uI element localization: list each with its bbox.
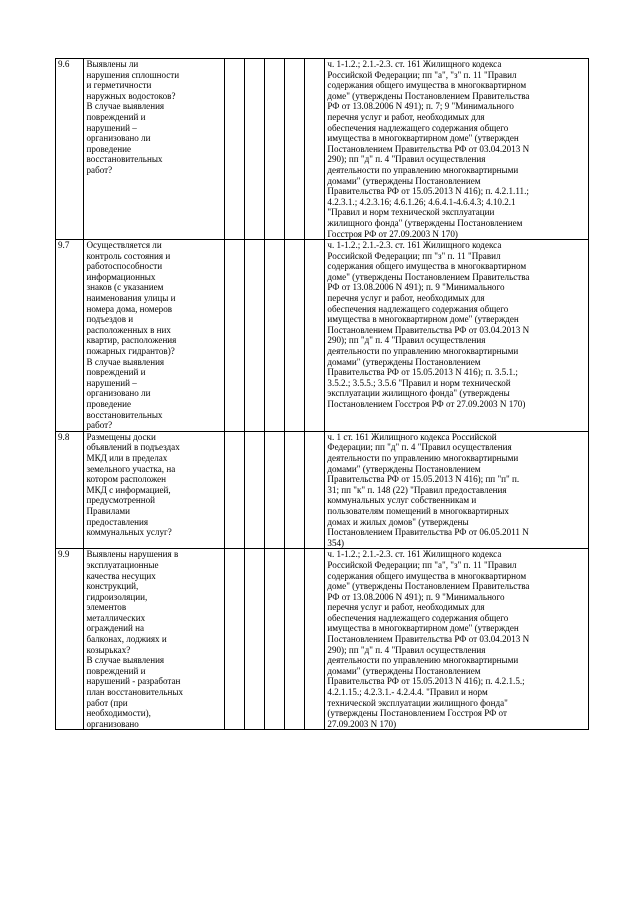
question-line: подъездов и	[86, 314, 134, 325]
question-line: наружных водостоков?	[86, 90, 176, 101]
checklist-table	[55, 58, 589, 730]
legal-reference-line: перечня услуг и работ, необходимых для	[327, 293, 485, 304]
legal-reference-line: Российской Федерации; пп "а", "з" п. 11 "Правил	[327, 69, 517, 80]
question-line: нарушений –	[86, 122, 137, 133]
question-line: повреждений и	[86, 111, 146, 122]
legal-reference-line: домами" (утверждены Постановлением	[327, 356, 481, 367]
item-number: 9.7	[56, 240, 84, 432]
answer-cell	[224, 59, 244, 240]
legal-reference-line: домах и жилых домов" (утверждены	[327, 516, 469, 527]
legal-reference-line: доме" (утверждены Постановлением Правительства	[327, 90, 530, 101]
question-line: объявлений в подъездах	[86, 442, 180, 453]
legal-reference-line: 4.2.3.1.; 4.2.3.16; 4.6.1.26; 4.6.4.1-4.6.4.3; 4.10.2.1	[327, 196, 516, 207]
checklist-rows	[56, 59, 589, 730]
legal-reference-line: содержания общего имущества в многоквартирном	[327, 80, 527, 91]
legal-reference-line: ч. 1-1.2.; 2.1.-2.3. ст. 161 Жилищного кодекса	[327, 240, 502, 251]
legal-reference-line: Постановлением Правительства РФ от 06.05.2011 N	[327, 527, 529, 538]
answer-cell	[244, 431, 264, 549]
legal-reference-line: Российской Федерации; пп "з" п. 11 "Правил	[327, 250, 501, 261]
question-line: нарушений –	[86, 377, 137, 388]
checklist-question	[84, 431, 224, 549]
question-line: нарушений - разработан	[86, 676, 181, 687]
legal-reference-line: Федерации; пп "д" п. 4 "Правил осуществления	[327, 442, 512, 453]
legal-reference-line: перечня услуг и работ, необходимых для	[327, 602, 485, 613]
legal-reference-line: Постановлением Правительства РФ от 03.04.2013 N	[327, 143, 530, 154]
legal-reference-line: обеспечения надлежащего содержания общего	[327, 122, 509, 133]
question-line: В случае выявления	[86, 101, 165, 112]
legal-reference-line: эксплуатации жилищного фонда" (утверждены	[327, 388, 510, 399]
question-line: балконах, лоджиях и	[86, 634, 167, 645]
question-line: козырьках?	[86, 644, 131, 655]
checklist-question	[84, 240, 224, 432]
question-line: металлических	[86, 612, 146, 623]
answer-cell	[264, 59, 284, 240]
legal-reference-line: Российской Федерации; пп "а", "з" п. 11 "Правил	[327, 559, 517, 570]
question-line: Осуществляется ли	[86, 240, 162, 251]
question-line: эксплуатационные	[86, 559, 159, 570]
question-line: организовано ли	[86, 133, 151, 144]
question-line: работ (при	[86, 697, 128, 708]
question-line: восстановительных	[86, 154, 163, 165]
legal-reference-line: Постановлением Правительства РФ от 03.04.2013 N	[327, 324, 530, 335]
table-row	[56, 549, 589, 730]
legal-reference-line: коммунальных услуг собственникам и	[327, 495, 477, 506]
answer-cell	[305, 59, 325, 240]
answer-cell	[264, 240, 284, 432]
legal-reference-line: РФ от 13.08.2006 N 491); п. 7; 9 "Минимального	[327, 101, 514, 112]
question-line: Выявлены ли	[86, 59, 139, 69]
answer-cell	[305, 431, 325, 549]
legal-reference-line: содержания общего имущества в многоквартирном	[327, 570, 527, 581]
answer-cell	[224, 431, 244, 549]
question-line: план восстановительных	[86, 687, 184, 698]
legal-reference	[325, 59, 589, 240]
question-line: восстановительных	[86, 409, 163, 420]
question-line: работоспособности	[86, 261, 163, 272]
question-line: повреждений и	[86, 665, 146, 676]
question-line: информационных	[86, 271, 156, 282]
legal-reference-line: перечня услуг и работ, необходимых для	[327, 111, 485, 122]
question-line: повреждений и	[86, 367, 146, 378]
answer-cell	[285, 431, 305, 549]
legal-reference-line: 290); пп "д" п. 4 "Правил осуществления	[327, 644, 486, 655]
legal-reference-line: Правительства РФ от 15.05.2013 N 416); п. 4.2.1.5.;	[327, 676, 525, 687]
answer-cell	[224, 240, 244, 432]
legal-reference-line: Правительства РФ от 15.05.2013 N 416); п. 3.5.1.;	[327, 367, 518, 378]
question-line: нарушения сплошности	[86, 69, 180, 80]
legal-reference-line: РФ от 13.08.2006 N 491); п. 9 "Минимального	[327, 282, 505, 293]
question-line: Правилами	[86, 505, 130, 516]
table-row	[56, 240, 589, 432]
question-line: В случае выявления	[86, 356, 165, 367]
legal-reference-line: 290); пп "д" п. 4 "Правил осуществления	[327, 335, 486, 346]
legal-reference-line: обеспечения надлежащего содержания общего	[327, 612, 509, 623]
question-line: Выявлены нарушения в	[86, 549, 179, 560]
legal-reference-line: имущества в многоквартирном доме" (утвержден	[327, 623, 519, 634]
question-line: квартир, расположения	[86, 335, 177, 346]
answer-cell	[285, 240, 305, 432]
legal-reference-line: деятельности по управлению многоквартирными	[327, 452, 519, 463]
legal-reference-line: ч. 1-1.2.; 2.1.-2.3. ст. 161 Жилищного кодекса	[327, 549, 502, 560]
question-line: номера дома, номеров	[86, 303, 173, 314]
legal-reference-line: имущества в многоквартирном доме" (утвержден	[327, 314, 519, 325]
question-line: пожарных гидрантов)?	[86, 346, 175, 357]
legal-reference-line: домами" (утверждены Постановлением	[327, 175, 481, 186]
answer-cell	[305, 549, 325, 730]
answer-cell	[244, 549, 264, 730]
question-line: проведение	[86, 143, 132, 154]
legal-reference-line: 4.2.1.15.; 4.2.3.1.- 4.2.4.4. "Правил и норм	[327, 687, 488, 698]
question-line: работ?	[86, 420, 113, 431]
question-line: Размещены доски	[86, 431, 156, 442]
legal-reference-line: 31; пп "к" п. 148 (22) "Правил предоставления	[327, 484, 507, 495]
question-line: гидроизоляции,	[86, 591, 148, 602]
item-number: 9.6	[56, 59, 84, 240]
legal-reference-line: имущества в многоквартирном доме" (утвержден	[327, 133, 519, 144]
question-line: МКД или в пределах	[86, 452, 168, 463]
document-page	[55, 58, 589, 730]
legal-reference-line: Правительства РФ от 15.05.2013 N 416); п. 4.2.1.11.;	[327, 186, 529, 197]
legal-reference-line: технической эксплуатации жилищного фонда"	[327, 697, 508, 708]
question-line: организовано	[86, 718, 139, 729]
table-row	[56, 431, 589, 549]
legal-reference-line: 27.09.2003 N 170)	[327, 718, 397, 729]
question-line: необходимости),	[86, 708, 151, 719]
checklist-question	[84, 59, 224, 240]
question-line: предоставления	[86, 516, 149, 527]
legal-reference-line: жилищного фонда" (утверждены Постановлением	[327, 217, 523, 228]
legal-reference-line: Постановлением Госстроя РФ от 27.09.2003 N 170)	[327, 399, 526, 409]
legal-reference-line: Постановлением Правительства РФ от 03.04.2013 N	[327, 634, 530, 645]
answer-cell	[285, 59, 305, 240]
question-line: наименования улицы и	[86, 293, 176, 304]
legal-reference-line: ч. 1 ст. 161 Жилищного кодекса Российской	[327, 431, 497, 442]
legal-reference-line: 354)	[327, 537, 345, 548]
legal-reference-line: Правительства РФ от 15.05.2013 N 416); пп "п" п.	[327, 474, 520, 485]
answer-cell	[264, 431, 284, 549]
answer-cell	[305, 240, 325, 432]
question-line: проведение	[86, 399, 132, 409]
question-line: предусмотренной	[86, 495, 156, 506]
checklist-question	[84, 549, 224, 730]
legal-reference-line: деятельности по управлению многоквартирными	[327, 346, 519, 357]
question-line: конструкций,	[86, 581, 139, 592]
question-line: В случае выявления	[86, 655, 165, 666]
question-line: организовано ли	[86, 388, 151, 399]
question-line: элементов	[86, 602, 127, 613]
item-number: 9.9	[56, 549, 84, 730]
legal-reference-line: Госстроя РФ от 27.09.2003 N 170)	[327, 228, 458, 239]
question-line: коммунальных услуг?	[86, 527, 172, 538]
answer-cell	[244, 59, 264, 240]
question-line: котором расположен	[86, 474, 167, 485]
legal-reference-line: 3.5.2.; 3.5.5.; 3.5.6 "Правил и норм технической	[327, 377, 511, 388]
question-line: работ?	[86, 164, 113, 175]
question-line: качества несущих	[86, 570, 156, 581]
question-line: знаков (с указанием	[86, 282, 164, 293]
answer-cell	[224, 549, 244, 730]
answer-cell	[244, 240, 264, 432]
question-line: земельного участка, на	[86, 463, 176, 474]
legal-reference-line: обеспечения надлежащего содержания общего	[327, 303, 509, 314]
table-row	[56, 59, 589, 240]
legal-reference-line: содержания общего имущества в многоквартирном	[327, 261, 527, 272]
answer-cell	[264, 549, 284, 730]
legal-reference-line: ч. 1-1.2.; 2.1.-2.3. ст. 161 Жилищного кодекса	[327, 59, 502, 69]
legal-reference-line: пользователям помещений в многоквартирных	[327, 505, 509, 516]
legal-reference-line: РФ от 13.08.2006 N 491); п. 9 "Минимального	[327, 591, 505, 602]
legal-reference	[325, 431, 589, 549]
legal-reference-line: деятельности по управлению многоквартирными	[327, 655, 519, 666]
answer-cell	[285, 549, 305, 730]
question-line: контроль состояния и	[86, 250, 171, 261]
legal-reference-line: доме" (утверждены Постановлением Правительства	[327, 581, 530, 592]
legal-reference-line: (утверждены Постановлением Госстроя РФ от	[327, 708, 507, 719]
legal-reference-line: домами" (утверждены Постановлением	[327, 665, 481, 676]
item-number: 9.8	[56, 431, 84, 549]
legal-reference-line: "Правил и норм технической эксплуатации	[327, 207, 495, 218]
question-line: расположенных в них	[86, 324, 171, 335]
legal-reference	[325, 240, 589, 432]
legal-reference-line: деятельности по управлению многоквартирными	[327, 164, 519, 175]
question-line: ограждений на	[86, 623, 145, 634]
legal-reference-line: 290); пп "д" п. 4 "Правил осуществления	[327, 154, 486, 165]
question-line: и герметичности	[86, 80, 152, 91]
legal-reference	[325, 549, 589, 730]
question-line: МКД с информацией,	[86, 484, 171, 495]
legal-reference-line: доме" (утверждены Постановлением Правительства	[327, 271, 530, 282]
legal-reference-line: домами" (утверждены Постановлением	[327, 463, 481, 474]
